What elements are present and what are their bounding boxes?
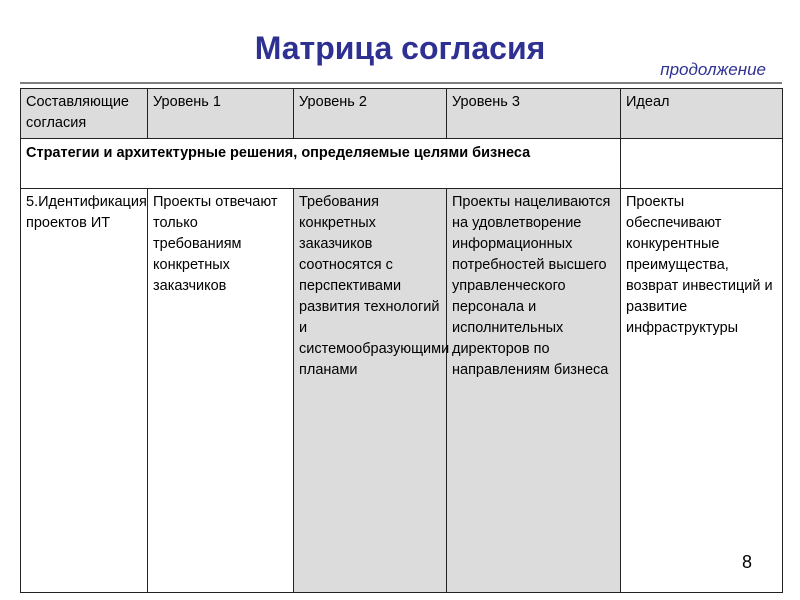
section-empty-cell [621, 139, 783, 189]
header-cell-level-3: Уровень 3 [447, 89, 621, 139]
page-title: Матрица согласия [254, 30, 546, 66]
level-1-cell: Проекты отвечают только требованиям конкретных заказчиков [148, 189, 294, 593]
section-row [21, 139, 783, 189]
ideal-cell: Проекты обеспечивают конкурентные преимущества, возврат инвестиций и развитие инфраструктуры [621, 189, 783, 593]
table-header-row [21, 89, 783, 139]
agreement-matrix-table [20, 88, 783, 593]
header-cell-ideal: Идеал [621, 89, 783, 139]
level-3-cell: Проекты нацеливаются на удовлетворение информационных потребностей высшего управленческого персонала и исполнительных директоров по направлениям бизнеса [447, 189, 621, 593]
header-cell-components: Составляющие согласия [21, 89, 148, 139]
table-row [21, 189, 783, 593]
level-2-cell: Требования конкретных заказчиков соотносятся с перспективами развития технологий и системообразующими планами [294, 189, 447, 593]
page-number: 8 [741, 552, 752, 572]
page-subtitle: продолжение [660, 60, 766, 79]
section-title-cell: Стратегии и архитектурные решения, определяемые целями бизнеса [21, 139, 621, 189]
title-divider [20, 82, 782, 84]
header-cell-level-2: Уровень 2 [294, 89, 447, 139]
component-cell: 5.Идентификация проектов ИТ [21, 189, 148, 593]
header-cell-level-1: Уровень 1 [148, 89, 294, 139]
